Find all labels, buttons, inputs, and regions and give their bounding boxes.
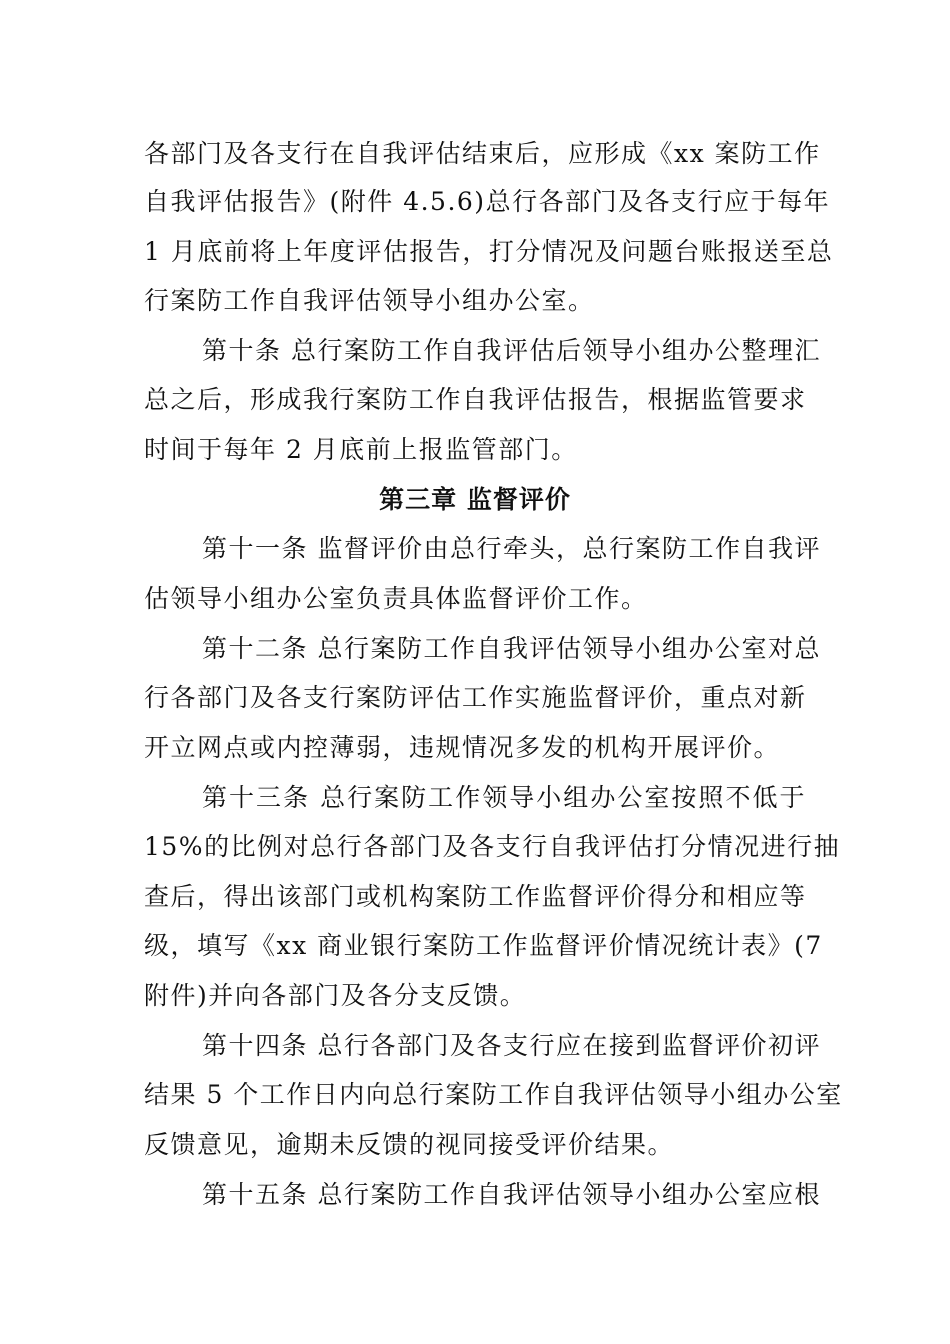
article-11-line: 第十一条 监督评价由总行牵头，总行案防工作自我评 — [202, 534, 821, 563]
article-10-line: 第十条 总行案防工作自我评估后领导小组办公整理汇 — [202, 336, 821, 365]
article-12-line: 第十二条 总行案防工作自我评估领导小组办公室对总 — [202, 634, 821, 663]
text-line: 行各部门及各支行案防评估工作实施监督评价，重点对新 — [144, 683, 807, 712]
text-line: 开立网点或内控薄弱，违规情况多发的机构开展评价。 — [144, 733, 781, 762]
article-13-line: 第十三条 总行案防工作领导小组办公室按照不低于 — [202, 783, 806, 812]
text-line: 查后，得出该部门或机构案防工作监督评价得分和相应等 — [144, 882, 807, 911]
text-line: 15%的比例对总行各部门及各支行自我评估打分情况进行抽 — [144, 832, 841, 861]
text-line: 结果 5 个工作日内向总行案防工作自我评估领导小组办公室 — [144, 1080, 843, 1109]
article-15-line: 第十五条 总行案防工作自我评估领导小组办公室应根 — [202, 1180, 821, 1209]
text-line: 反馈意见，逾期未反馈的视同接受评价结果。 — [144, 1130, 675, 1159]
text-line: 附件)并向各部门及各分支反馈。 — [144, 981, 527, 1010]
chapter-heading: 第三章 监督评价 — [379, 485, 571, 514]
text-line: 自我评估报告》(附件 4.5.6)总行各部门及各支行应于每年 — [144, 187, 831, 216]
text-line: 各部门及各支行在自我评估结束后，应形成《xx 案防工作 — [144, 139, 821, 168]
text-line: 总之后，形成我行案防工作自我评估报告，根据监管要求 — [144, 385, 807, 414]
article-14-line: 第十四条 总行各部门及各支行应在接到监督评价初评 — [202, 1031, 821, 1060]
text-line: 级，填写《xx 商业银行案防工作监督评价情况统计表》(7 — [144, 931, 823, 960]
text-line: 估领导小组办公室负责具体监督评价工作。 — [144, 584, 648, 613]
text-line: 1 月底前将上年度评估报告，打分情况及问题台账报送至总 — [144, 237, 834, 266]
text-line: 行案防工作自我评估领导小组办公室。 — [144, 286, 595, 315]
text-line: 时间于每年 2 月底前上报监管部门。 — [144, 435, 578, 464]
